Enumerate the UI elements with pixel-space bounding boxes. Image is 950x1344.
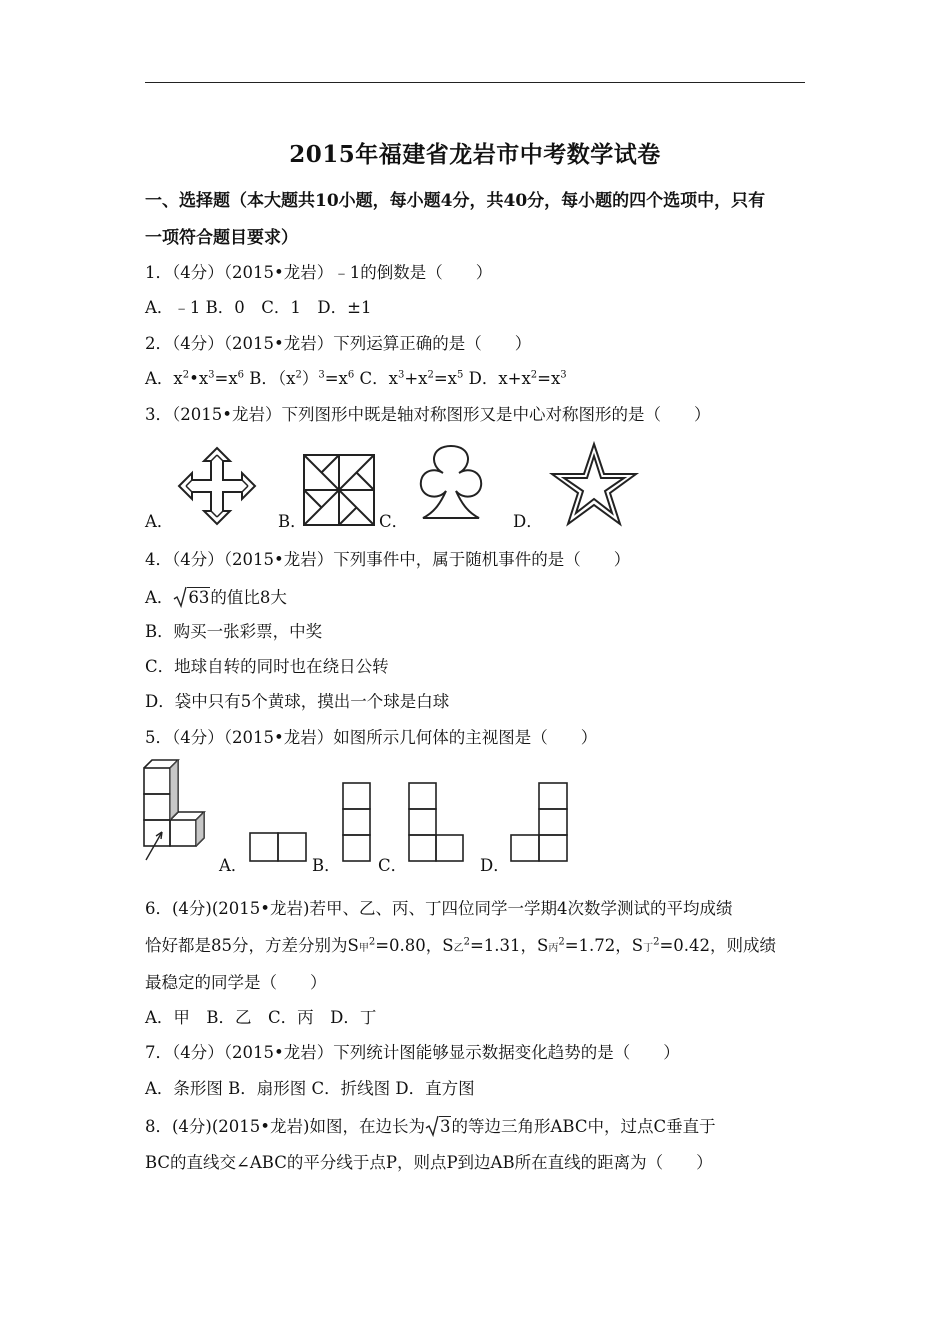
question-1-options: A．﹣1 B．0 C．1 D．±1 (145, 298, 372, 317)
solid-blocks-figure (140, 758, 212, 864)
q5-label-d: D． (480, 856, 510, 875)
question-8-line2: BC的直线交∠ABC的平分线于点P，则点P到边AB所在直线的距离为（ ） (145, 1153, 713, 1172)
question-4-option-d: D．袋中只有5个黄球，摸出一个球是白球 (145, 692, 450, 711)
question-5-stem: 5．（4分）（2015•龙岩）如图所示几何体的主视图是（ ） (145, 728, 598, 747)
question-3-stem: 3．（2015•龙岩）下列图形中既是轴对称图形又是中心对称图形的是（ ） (145, 405, 711, 424)
question-6-line1: 6．(4分)(2015•龙岩)若甲、乙、丙、丁四位同学一学期4次数学测试的平均成绩 (145, 899, 733, 918)
question-6-line3: 最稳定的同学是（ ） (145, 973, 327, 992)
q3-label-b: B． (278, 512, 307, 531)
q5-option-b-figure (342, 782, 372, 862)
q5-label-c: C． (378, 856, 408, 875)
question-2-options: A．$x^2•x^3=x^6$ B．$(x^2)^3=x^6$ C．$x^3+x^2=x^5$ D．$x+x^2=x^3$ (145, 369, 567, 388)
section-heading-line1: 一、选择题（本大题共10小题，每小题4分，共40分，每小题的四个选项中，只有 (145, 191, 766, 211)
q3-label-a: A． (145, 512, 174, 531)
pinwheel-square-icon (301, 452, 377, 528)
question-6-options: A．甲 B．乙 C．丙 D．丁 (145, 1008, 377, 1027)
q3-label-d: D． (513, 512, 543, 531)
four-arrow-cross-icon (176, 445, 258, 527)
q5-option-c-figure (408, 782, 464, 862)
sqrt-icon: 3 (425, 1115, 452, 1137)
question-8-line1: 8．(4分)(2015•龙岩)如图，在边长为 3的等边三角形ABC中，过点C垂直于 (145, 1117, 716, 1136)
q5-label-a: A． (219, 856, 248, 875)
double-star-icon (550, 442, 638, 528)
question-4-option-c: C．地球自转的同时也在绕日公转 (145, 657, 389, 676)
question-2-stem: 2．（4分）（2015•龙岩）下列运算正确的是（ ） (145, 334, 532, 353)
q5-label-b: B． (312, 856, 341, 875)
page-title: 2015年福建省龙岩市中考数学试卷 (289, 141, 661, 168)
section-heading-line2: 一项符合题目要求） (145, 228, 298, 248)
question-4-option-b: B．购买一张彩票，中奖 (145, 622, 323, 641)
question-7-stem: 7．（4分）（2015•龙岩）下列统计图能够显示数据变化趋势的是（ ） (145, 1043, 680, 1062)
header-rule (145, 82, 805, 83)
q3-label-c: C． (379, 512, 409, 531)
question-6-line2: 恰好都是85分，方差分别为S甲$^2$=0.80，S乙$^2$=1.31，S丙$^2$=1.72，S丁$^2$=0.42，则成绩 (145, 936, 777, 955)
question-4-stem: 4．（4分）（2015•龙岩）下列事件中，属于随机事件的是（ ） (145, 550, 631, 569)
q5-option-a-figure (249, 832, 307, 862)
q5-option-d-figure (510, 782, 568, 862)
question-1-stem: 1．（4分）（2015•龙岩）﹣1的倒数是（ ） (145, 263, 493, 282)
sqrt-icon: 63 (173, 586, 210, 608)
club-icon (413, 442, 489, 522)
question-4-option-a: A． 63的值比8大 (145, 588, 287, 607)
question-7-options: A．条形图 B．扇形图 C．折线图 D．直方图 (145, 1079, 475, 1098)
